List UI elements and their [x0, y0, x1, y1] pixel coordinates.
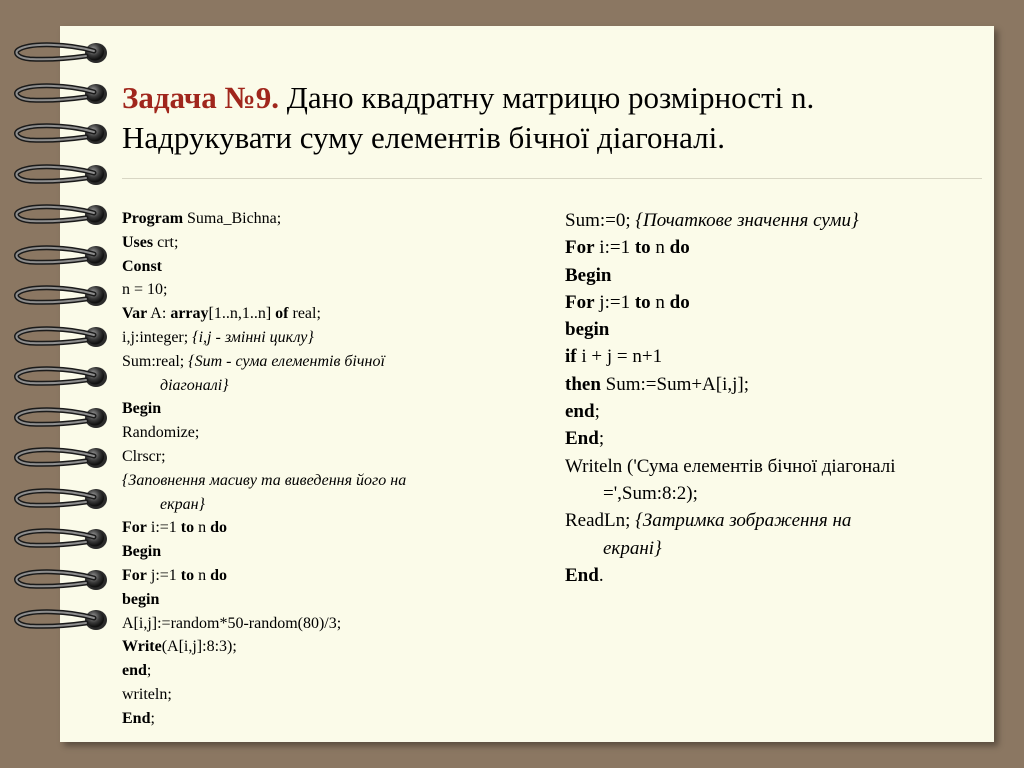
code-line: Begin — [122, 400, 162, 418]
code-line: {Заповнення масиву та виведення його на — [122, 471, 407, 489]
code-line: For j:=1 to n do — [122, 566, 228, 584]
code-line: Var A: array[1..n,1..n] of real; — [122, 305, 321, 323]
code-line: For j:=1 to n do — [565, 291, 690, 313]
code-line: Uses crt; — [122, 233, 179, 251]
code-line: For i:=1 to n do — [565, 237, 690, 259]
code-line: Const — [122, 257, 163, 275]
code-line: begin — [565, 319, 610, 341]
code-line: Writeln ('Сума елементів бічної діагоналі — [565, 455, 896, 477]
code-line: A[i,j]:=random*50-random(80)/3; — [122, 614, 342, 632]
code-line: End. — [565, 564, 604, 586]
code-line: For i:=1 to n do — [122, 519, 228, 537]
code-line: екрані} — [603, 537, 662, 559]
code-line: ReadLn; {Затримка зображення на — [565, 510, 852, 532]
code-line: writeln; — [122, 685, 172, 703]
task-title-line1: Дано квадратну матрицю розмірності n. — [278, 80, 815, 115]
code-line: begin — [122, 590, 160, 608]
code-line: Program Suma_Bichna; — [122, 210, 282, 227]
task-title — [122, 78, 982, 158]
code-right-column — [565, 207, 985, 589]
code-line: =',Sum:8:2); — [603, 482, 698, 504]
code-left-column — [122, 207, 522, 731]
code-line: Write(A[i,j]:8:3); — [122, 638, 237, 656]
task-title-line2: Надрукувати суму елементів бічної діагоналі. — [122, 120, 725, 155]
code-line: діагоналі} — [160, 376, 229, 394]
code-line: End; — [565, 428, 605, 450]
code-line: then Sum:=Sum+A[i,j]; — [565, 373, 750, 395]
code-line: n = 10; — [122, 281, 168, 299]
code-line: Sum:real; {Sum - сума елементів бічної — [122, 352, 385, 370]
code-line: Sum:=0; {Початкове значення суми} — [565, 210, 859, 231]
code-line: екран} — [160, 495, 205, 513]
code-line: Clrscr; — [122, 447, 166, 465]
code-line: Begin — [565, 264, 612, 286]
task-number: Задача №9. — [122, 80, 279, 115]
code-line: i,j:integer; {i,j - змінні циклу} — [122, 328, 314, 346]
title-divider — [122, 178, 982, 179]
code-line: end; — [122, 662, 152, 680]
code-line: if i + j = n+1 — [565, 346, 663, 368]
code-line: end; — [565, 401, 600, 423]
code-line: Begin — [122, 543, 162, 561]
code-line: Randomize; — [122, 424, 200, 442]
code-line: End; — [122, 709, 155, 727]
